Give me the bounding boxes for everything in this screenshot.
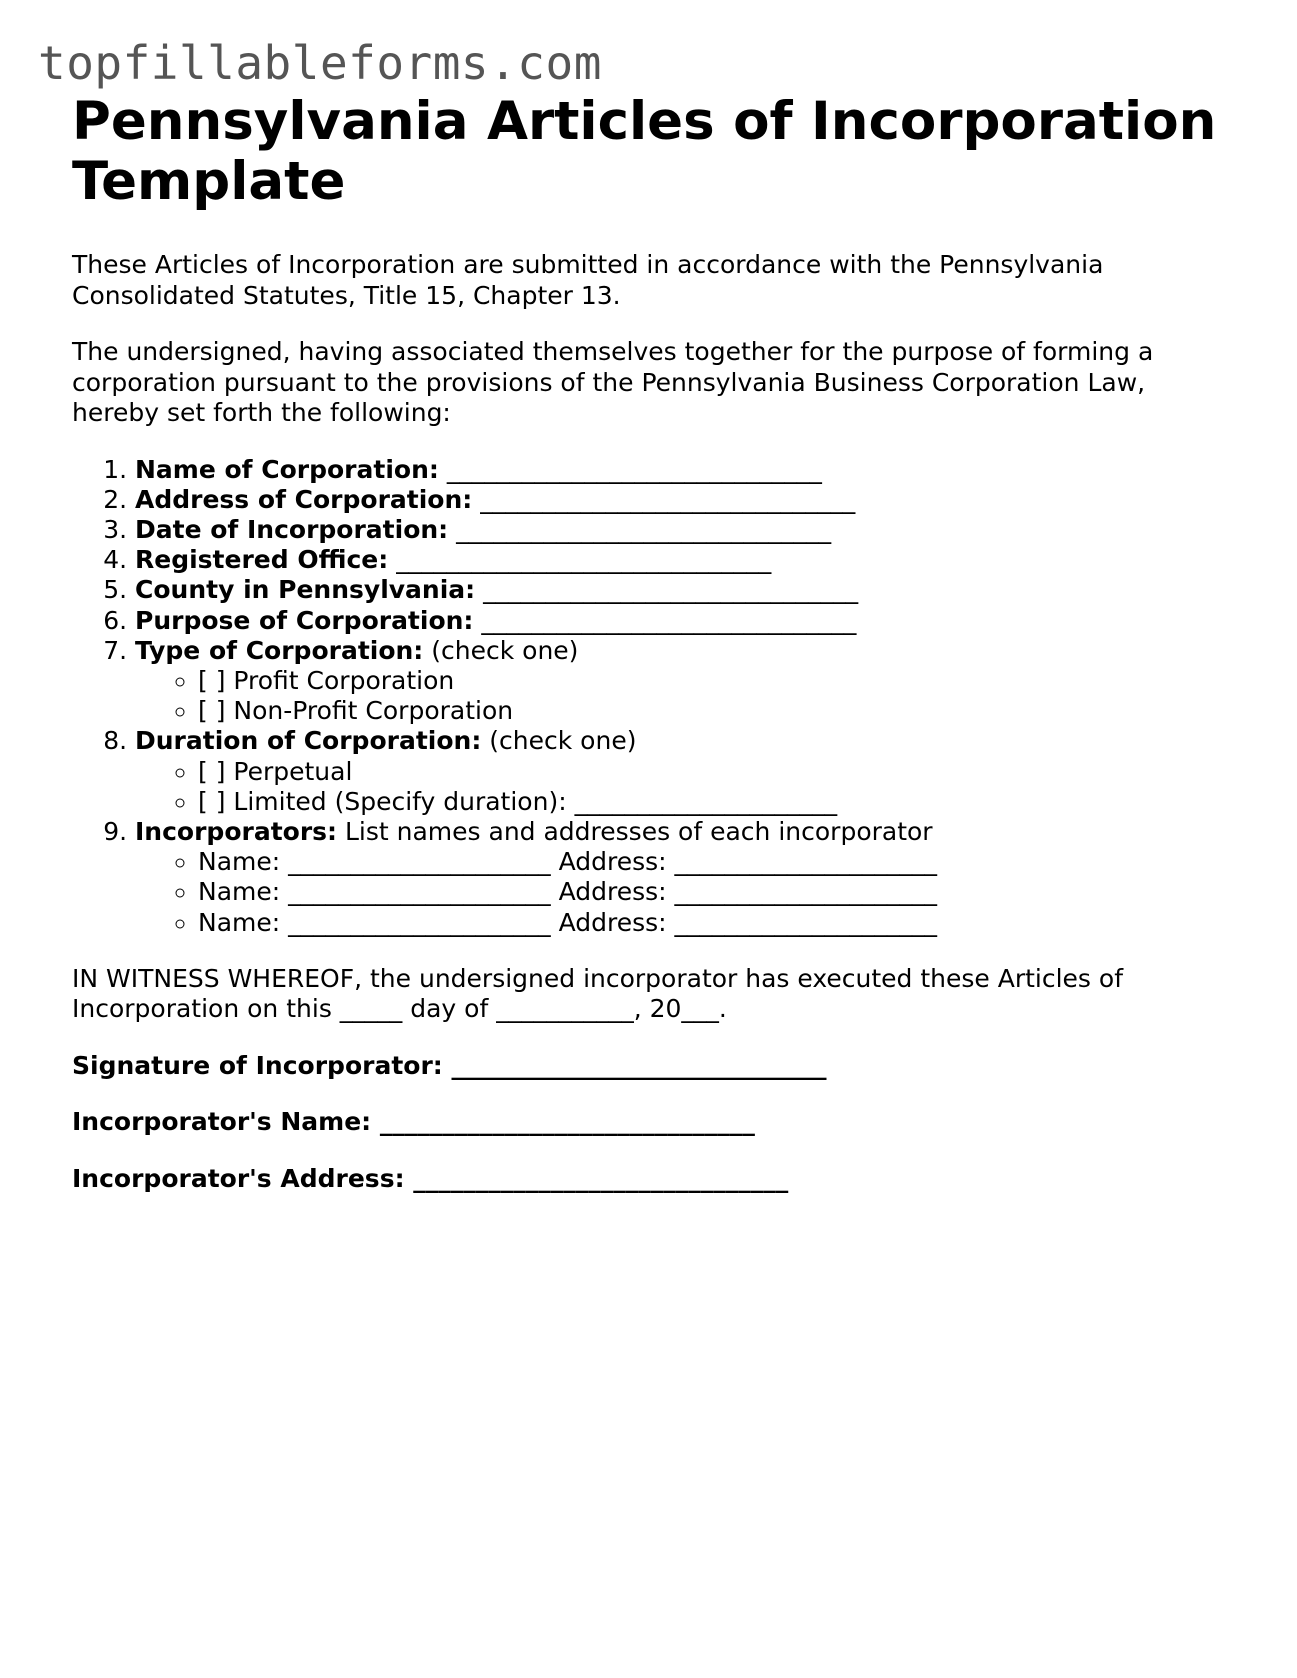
county-blank[interactable]: ______________________________ xyxy=(483,575,859,605)
incorporator-rows xyxy=(135,847,1232,938)
item-note: (check one) xyxy=(431,635,579,665)
item-label: Name of Corporation: xyxy=(135,454,439,484)
witness-paragraph: IN WITNESS WHEREOF, the undersigned incorporator has executed these Articles of Incorporation on this _____ day of ___________, 20___. xyxy=(72,963,1123,1024)
option-non-profit[interactable]: ◦ [ ] Non-Profit Corporation xyxy=(198,696,1232,726)
incorporator-row[interactable]: ◦ Name: _____________________ Address: _____________________ xyxy=(198,847,1232,877)
document xyxy=(72,90,1232,1194)
incorporator-row[interactable]: ◦ Name: _____________________ Address: _____________________ xyxy=(198,877,1232,907)
item-label: Type of Corporation: xyxy=(135,635,424,665)
list-item-duration xyxy=(135,726,1232,817)
list-item-address xyxy=(135,485,1232,515)
incorporator-name-line[interactable]: Incorporator's Name: ______________________________ xyxy=(72,1107,755,1137)
articles-list xyxy=(72,455,1232,938)
item-label: Registered Office: xyxy=(135,545,389,575)
item-label: County in Pennsylvania: xyxy=(135,575,476,605)
list-item-type xyxy=(135,636,1232,727)
address-blank[interactable]: ______________________________ xyxy=(480,484,856,514)
date-blank[interactable]: ______________________________ xyxy=(456,514,832,544)
item-note: List names and addresses of each incorporator xyxy=(344,816,933,846)
list-item-county xyxy=(135,575,1232,605)
purpose-blank[interactable]: ______________________________ xyxy=(481,605,857,635)
duration-options xyxy=(135,757,1232,817)
incorporator-row[interactable]: ◦ Name: _____________________ Address: _____________________ xyxy=(198,908,1232,938)
list-item-office xyxy=(135,545,1232,575)
list-item-name xyxy=(135,455,1232,485)
intro-paragraph: These Articles of Incorporation are submitted in accordance with the Pennsylvania Consolidated Statutes, Title 15, Chapter 13. xyxy=(72,250,1104,310)
item-label: Purpose of Corporation: xyxy=(135,605,474,635)
page-title: Pennsylvania Articles of Incorporation Template xyxy=(72,91,1217,212)
signature-line[interactable]: Signature of Incorporator: ______________________________ xyxy=(72,1050,827,1080)
list-item-date xyxy=(135,515,1232,545)
item-label: Incorporators: xyxy=(135,816,338,846)
incorporator-address-line[interactable]: Incorporator's Address: ______________________________ xyxy=(72,1163,789,1193)
office-blank[interactable]: ______________________________ xyxy=(396,545,772,575)
option-limited[interactable]: ◦ [ ] Limited (Specify duration): _____________________ xyxy=(198,787,1232,817)
preamble-paragraph: The undersigned, having associated themselves together for the purpose of forming a corporation pursuant to the provisions of the Pennsylvania Business Corporation Law, hereby set forth the following: xyxy=(72,337,1154,427)
list-item-incorporators xyxy=(135,817,1232,938)
option-perpetual[interactable]: ◦ [ ] Perpetual xyxy=(198,757,1232,787)
watermark: topfillableforms.com xyxy=(38,36,602,90)
name-blank[interactable]: ______________________________ xyxy=(446,454,822,484)
item-note: (check one) xyxy=(489,726,637,756)
item-label: Duration of Corporation: xyxy=(135,726,482,756)
list-item-purpose xyxy=(135,606,1232,636)
item-label: Date of Incorporation: xyxy=(135,514,449,544)
item-label: Address of Corporation: xyxy=(135,484,473,514)
option-profit[interactable]: ◦ [ ] Profit Corporation xyxy=(198,666,1232,696)
type-options xyxy=(135,666,1232,726)
